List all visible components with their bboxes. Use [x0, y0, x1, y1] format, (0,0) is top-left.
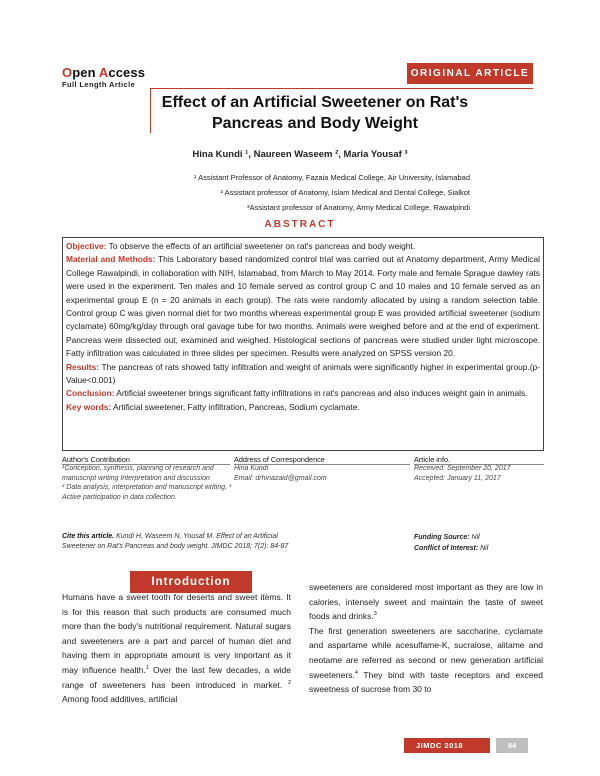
contribution-2: ² Data analysis, interpretation and manuscript writing, ³ Active participation in data collection.	[62, 484, 232, 501]
affiliations	[130, 170, 470, 215]
footer-journal: JIMDC 2018	[404, 738, 490, 753]
info-separator-1	[62, 464, 230, 465]
author-list: Hina Kundi ¹, Naureen Waseem ², Maria Yousaf ³	[192, 149, 408, 160]
abstract-heading: ABSTRACT	[264, 219, 336, 230]
journal-brand	[62, 65, 145, 89]
funding-info	[414, 533, 544, 554]
full-length-article-label: Full Length Article	[62, 80, 136, 89]
affiliation-2: ² Assistant professor of Anatomy, Islam Medical and Dental College, Sialkot	[220, 188, 470, 197]
article-info-header: Article info.	[414, 455, 451, 464]
funding-source: Funding Source: Nil	[414, 534, 480, 541]
intro-paragraph-3: The first generation sweeteners are saccharine, cyclamate and aspartame while acesulfame-K, sucralose, alitame and neotame are referred as second or new generation artificial sweeteners.$^4$ They bind with taste receptors and exceed sweetness of sucrose from 30 to	[309, 625, 543, 695]
correspondence	[234, 455, 412, 483]
page-number: 84	[496, 738, 528, 753]
abstract-results: Results: The pancreas of rats showed fatty infiltration and weight of animals were significantly higher in experimental group.(p-Value<0.001)	[66, 361, 540, 386]
abstract-methods: Material and Methods: This Laboratory based randomized control trial was carried out at Anatomy department, Army Medical College Rawalpindi, in collaboration with NIH, Islamabad, from March to May 2014. Forty male and female Sprague dawley rats were used in the experiment. Ten males and 10 female served as control group C and 10 males and 10 female served as an experimental group E (n = 20 animals in each group). The rats were randomly allocated by using a random selection table. Control group C was given normal diet for two months whereas experimental group E was provided artificial sweetener (sodium cyclamate) 60mg/kg/day through oral gavage tube for two months. Animals were weighed before and at the end of experiment. Pancreas were dissected out, examined and weighed. Histological sections of pancreas were studied under light microscope. Fatty infiltration was calculated in three slides per specimen. Results were analyzed on SPSS version 20.	[66, 254, 540, 359]
introduction-heading: Introduction	[130, 571, 252, 593]
affiliation-3: ³Assistant professor of Anatomy, Army Medical College, Rawalpindi	[247, 203, 470, 212]
title-line-2: Pancreas and Body Weight	[212, 115, 418, 132]
contribution-header: Author's Contribution	[62, 455, 130, 464]
abstract-box	[62, 237, 544, 451]
original-article-badge: ORIGINAL ARTICLE	[407, 63, 533, 84]
contribution-1: ¹Conception, synthesis, planning of research and manuscript writing Interpretation and discussion	[62, 465, 214, 482]
correspondence-name: Hina Kundi	[234, 465, 269, 473]
title-line-1: Effect of an Artificial Sweetener on Rat's	[161, 94, 469, 111]
intro-paragraph-2: sweeteners are considered most important as they are low in calories, intensely sweet and maintain the taste of sweet foods and drinks.$^3$	[309, 582, 543, 622]
affiliation-1: ¹ Assistant Professor of Anatomy, Fazaia Medical College, Air University, Islamabad	[193, 173, 470, 182]
author-contribution	[62, 455, 234, 502]
abstract-objective: Objective: To observe the effects of an artificial sweetener on rat's pancreas and body weight.	[66, 241, 416, 251]
info-separator-3	[414, 464, 544, 465]
info-separator-2	[234, 464, 410, 465]
correspondence-header: Address of Correspondence	[234, 455, 325, 464]
article-title	[150, 92, 480, 134]
intro-paragraph-1: Humans have a sweet tooth for deserts and sweet items. It is for this reason that such products are consumed much more than the body's nutritional requirement. Natural sugars and sweeteners are a part and parcel of human diet and having them in appropriate amount is very important as it may influence health.$^1$ Over the last few decades, a wide range of sweeteners has been introduced in market. $^2$ Among food additives, artificial	[62, 592, 291, 705]
body-column-right	[309, 580, 543, 697]
abstract-keywords: Key words: Artificial sweetener, Fatty infiltration, Pancreas, Sodium cyclamate.	[66, 401, 360, 412]
citation: Cite this article. Kundi H, Waseem N, Yousaf M. Effect of an Artificial Sweetener on Rat's Pancreas and body weight. JIMDC 2018; 7(2): 84-87	[62, 533, 289, 550]
header-rule	[150, 88, 533, 89]
page-footer	[404, 738, 528, 753]
accepted-date: Accepted: January 11, 2017	[414, 474, 501, 482]
conflict-of-interest: Conflict of Interest: Nil	[414, 544, 489, 552]
abstract-conclusion: Conclusion: Artificial sweetener brings significant fatty infiltrations in rat's pancreas and also induces weight gain in animals.	[66, 388, 528, 399]
open-access-label: Open Access	[62, 65, 146, 80]
correspondence-email: Email: drhinazaid@gmail.com	[234, 474, 327, 482]
article-info	[414, 455, 544, 483]
body-column-left	[62, 590, 291, 707]
received-date: Received: September 20, 2017	[414, 465, 511, 473]
